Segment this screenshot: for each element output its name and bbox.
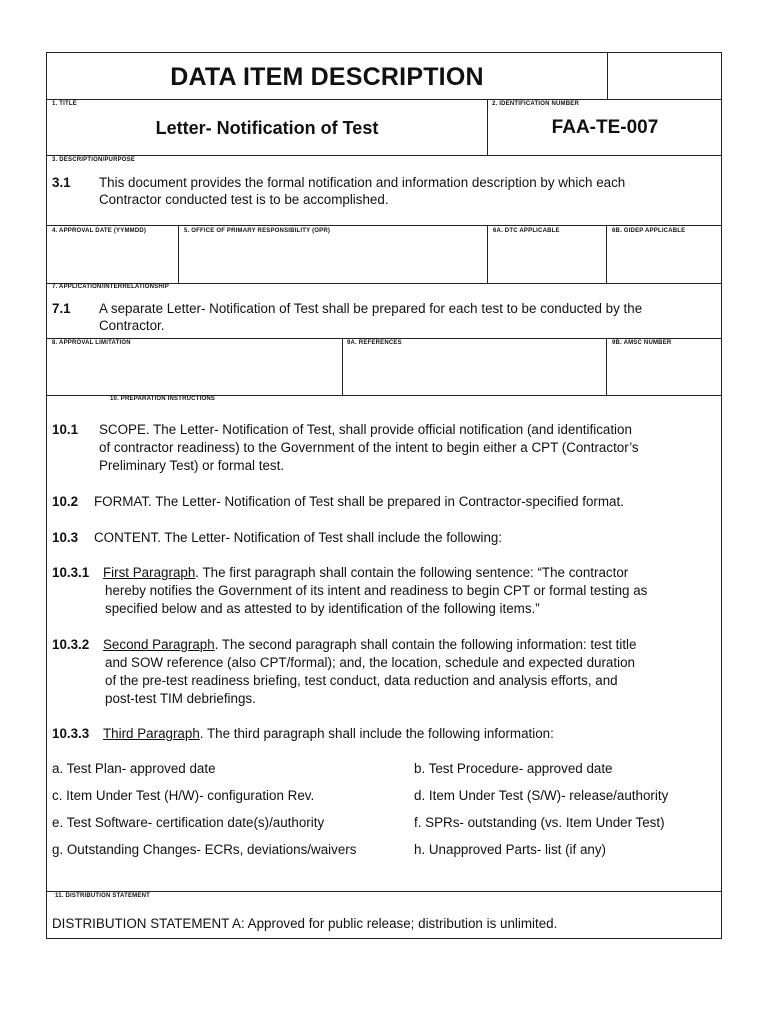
rule-5 [47, 338, 721, 339]
rule-1 [47, 99, 721, 100]
list-item: a. Test Plan- approved date [52, 761, 216, 776]
section-10-3-number: 10.3 [52, 530, 79, 545]
section-10-3-2-line-2: and SOW reference (also CPT/formal); and, the location, schedule and expected duration [105, 655, 635, 670]
list-item: d. Item Under Test (S/W)- release/authority [414, 788, 669, 803]
section-10-1-line-2: of contractor readiness) to the Government of the intent to begin either a CPT (Contractor’s [99, 440, 639, 455]
second-paragraph-heading: Second Paragraph [103, 637, 215, 652]
dtc-label: 6A. DTC APPLICABLE [493, 228, 560, 234]
list-item: c. Item Under Test (H/W)- configuration Rev. [52, 788, 315, 803]
amsc-label: 9B. AMSC NUMBER [612, 340, 672, 346]
preparation-label: 10. PREPARATION INSTRUCTIONS [110, 396, 216, 402]
application-line-1: A separate Letter- Notification of Test shall be prepared for each test to be conducted by the [99, 301, 643, 316]
section-10-3-1-line-2: hereby notifies the Government of its intent and readiness to begin CPT or formal testing as [105, 583, 648, 598]
description-line-1: This document provides the formal notification and information description by which each [99, 175, 626, 190]
section-10-3-3-number: 10.3.3 [52, 726, 90, 741]
rule-7 [47, 891, 721, 892]
section-10-2-line-1: FORMAT. The Letter- Notification of Test shall be prepared in Contractor-specified format. [94, 494, 624, 509]
row4-divider-3 [606, 225, 607, 283]
list-item: b. Test Procedure- approved date [414, 761, 613, 776]
data-item-description-form [46, 52, 722, 939]
section-10-3-3-line-1-text: . The third paragraph shall include the following information: [199, 726, 554, 741]
form-heading: DATA ITEM DESCRIPTION [170, 63, 484, 91]
section-10-3-2-line-1-text: . The second paragraph shall contain the following information: test title [214, 637, 637, 652]
list-item: g. Outstanding Changes- ECRs, deviations/waivers [52, 842, 357, 857]
approval-limitation-label: 8. APPROVAL LIMITATION [52, 340, 131, 346]
approval-date-label: 4. APPROVAL DATE (YYMMDD) [52, 228, 147, 234]
third-paragraph-heading: Third Paragraph [103, 726, 200, 741]
row4-divider-1 [178, 225, 179, 283]
section-10-2-number: 10.2 [52, 494, 79, 509]
description-line-2: Contractor conducted test is to be accomplished. [99, 192, 389, 207]
list-item: f. SPRs- outstanding (vs. Item Under Test) [414, 815, 665, 830]
section-10-1-line-1: SCOPE. The Letter- Notification of Test, shall provide official notification (and identification [99, 422, 632, 437]
section-10-1-line-3: Preliminary Test) or formal test. [99, 458, 285, 473]
row8-divider-1 [342, 338, 343, 395]
list-item: h. Unapproved Parts- list (if any) [414, 842, 607, 857]
section-10-3-line-1: CONTENT. The Letter- Notification of Test shall include the following: [94, 530, 503, 545]
gidep-label: 6B. GIDEP APPLICABLE [612, 228, 686, 234]
list-item: e. Test Software- certification date(s)/authority [52, 815, 325, 830]
section-10-3-1-number: 10.3.1 [52, 565, 90, 580]
section-10-3-2-line-4: post-test TIM debriefings. [105, 691, 256, 706]
identification-label: 2. IDENTIFICATION NUMBER [492, 101, 580, 107]
row4-divider-2 [487, 225, 488, 283]
section-10-3-1-line-1-text: . The first paragraph shall contain the following sentence: “The contractor [195, 565, 629, 580]
section-10-3-2-line-1 [103, 636, 636, 653]
application-number: 7.1 [52, 301, 71, 316]
distribution-statement: DISTRIBUTION STATEMENT A: Approved for public release; distribution is unlimited. [52, 916, 558, 931]
row8-divider-2 [606, 338, 607, 395]
section-10-3-1-line-1 [103, 564, 628, 581]
rule-3 [47, 225, 721, 226]
section-10-3-2-number: 10.3.2 [52, 637, 90, 652]
title-label: 1. TITLE [52, 101, 77, 107]
application-line-2: Contractor. [99, 318, 165, 333]
distribution-label: 11. DISTRIBUTION STATEMENT [55, 893, 150, 899]
section-10-3-2-line-3: of the pre-test readiness briefing, test conduct, data reduction and analysis efforts, and [105, 673, 618, 688]
section-10-1-number: 10.1 [52, 422, 79, 437]
section-10-3-1-line-3: specified below and as attested to by identification of the following items.” [105, 601, 540, 616]
section-10-3-3-line-1 [103, 725, 554, 742]
references-label: 9A. REFERENCES [347, 340, 402, 346]
description-number: 3.1 [52, 175, 71, 190]
rule-2 [47, 155, 721, 156]
description-label: 3. DESCRIPTION/PURPOSE [52, 157, 136, 163]
identification-number: FAA-TE-007 [551, 117, 659, 138]
application-label: 7. APPLICATION/INTERRELATIONSHIP [52, 284, 169, 290]
header-divider [607, 53, 608, 99]
document-title: Letter- Notification of Test [155, 118, 379, 138]
opr-label: 5. OFFICE OF PRIMARY RESPONSIBILITY (OPR) [184, 228, 331, 234]
first-paragraph-heading: First Paragraph [103, 565, 196, 580]
